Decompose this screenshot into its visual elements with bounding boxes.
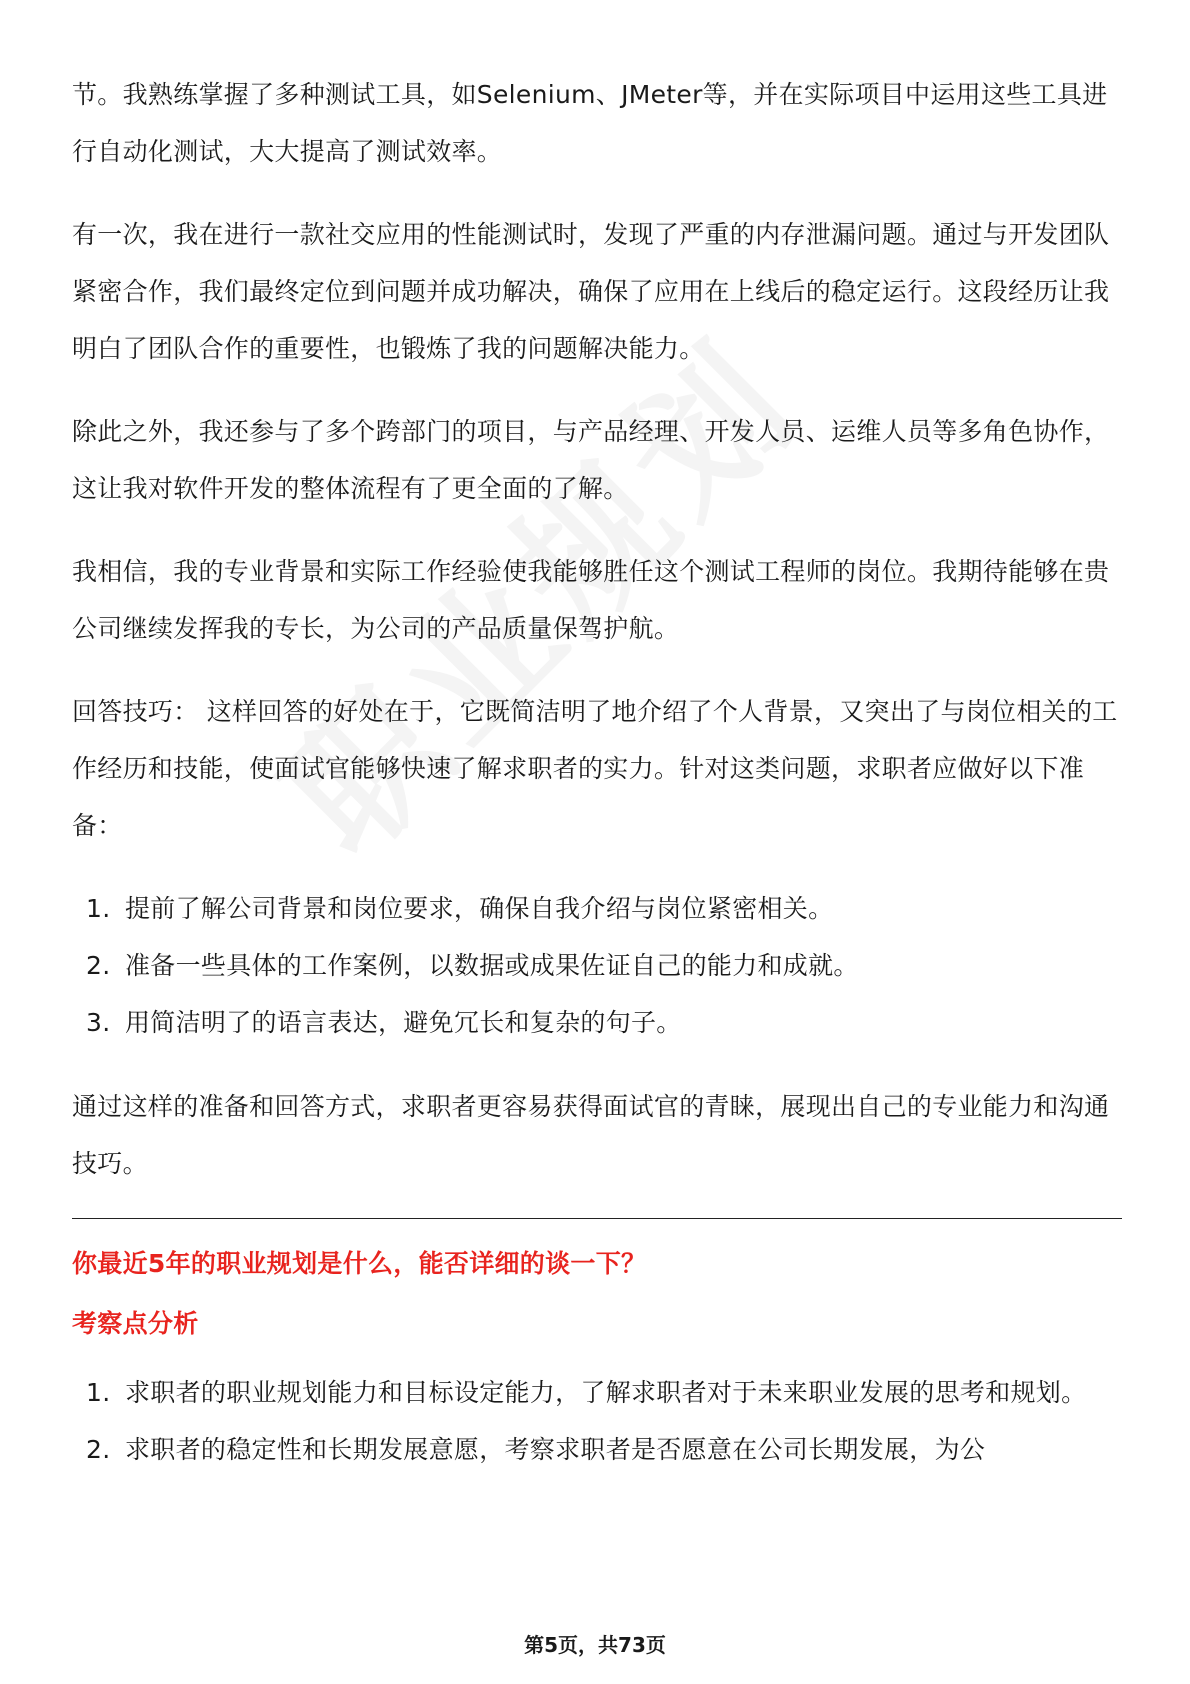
paragraph: 我相信，我的专业背景和实际工作经验使我能够胜任这个测试工程师的岗位。我期待能够在贵公司继续发挥我的专长，为公司的产品质量保驾护航。 (72, 557, 1110, 643)
page-number-footer: 第5页，共73页 (524, 1633, 666, 1657)
list-number: 3. (86, 1008, 111, 1037)
list-item (72, 937, 1122, 994)
list-item-text: 提前了解公司背景和岗位要求，确保自我介绍与岗位紧密相关。 (125, 894, 834, 923)
paragraph: 有一次，我在进行一款社交应用的性能测试时，发现了严重的内存泄漏问题。通过与开发团队紧密合作，我们最终定位到问题并成功解决，确保了应用在上线后的稳定运行。这段经历让我明白了团队合作的重要性，也锻炼了我的问题解决能力。 (72, 220, 1110, 363)
analysis-list (72, 1364, 1122, 1478)
list-number: 2. (86, 1435, 111, 1464)
list-number: 2. (86, 951, 111, 980)
section-divider (72, 1218, 1122, 1219)
list-item-text: 准备一些具体的工作案例，以数据或成果佐证自己的能力和成就。 (125, 951, 859, 980)
list-item-text: 求职者的稳定性和长期发展意愿，考察求职者是否愿意在公司长期发展，为公 (125, 1435, 986, 1464)
paragraph: 节。我熟练掌握了多种测试工具，如Selenium、JMeter等，并在实际项目中运用这些工具进行自动化测试，大大提高了测试效率。 (72, 80, 1108, 166)
list-item-text: 求职者的职业规划能力和目标设定能力，了解求职者对于未来职业发展的思考和规划。 (125, 1378, 1087, 1407)
list-item (72, 994, 1122, 1051)
closing-paragraph: 通过这样的准备和回答方式，求职者更容易获得面试官的青睐，展现出自己的专业能力和沟通技巧。 (72, 1092, 1110, 1178)
list-item-text: 用简洁明了的语言表达，避免冗长和复杂的句子。 (125, 1008, 682, 1037)
paragraph: 除此之外，我还参与了多个跨部门的项目，与产品经理、开发人员、运维人员等多角色协作，这让我对软件开发的整体流程有了更全面的了解。 (72, 417, 1110, 503)
page-content (72, 66, 1122, 1505)
list-item (72, 1364, 1122, 1421)
question-heading: 你最近5年的职业规划是什么，能否详细的谈一下？ (72, 1249, 647, 1278)
analysis-heading: 考察点分析 (72, 1309, 199, 1338)
list-item (72, 1421, 1122, 1478)
answer-tips-paragraph: 回答技巧： 这样回答的好处在于，它既简洁明了地介绍了个人背景，又突出了与岗位相关的工作经历和技能，使面试官能够快速了解求职者的实力。针对这类问题，求职者应做好以下准备： (72, 697, 1118, 840)
list-item (72, 880, 1122, 937)
tips-list (72, 880, 1122, 1051)
list-number: 1. (86, 894, 111, 923)
list-number: 1. (86, 1378, 111, 1407)
